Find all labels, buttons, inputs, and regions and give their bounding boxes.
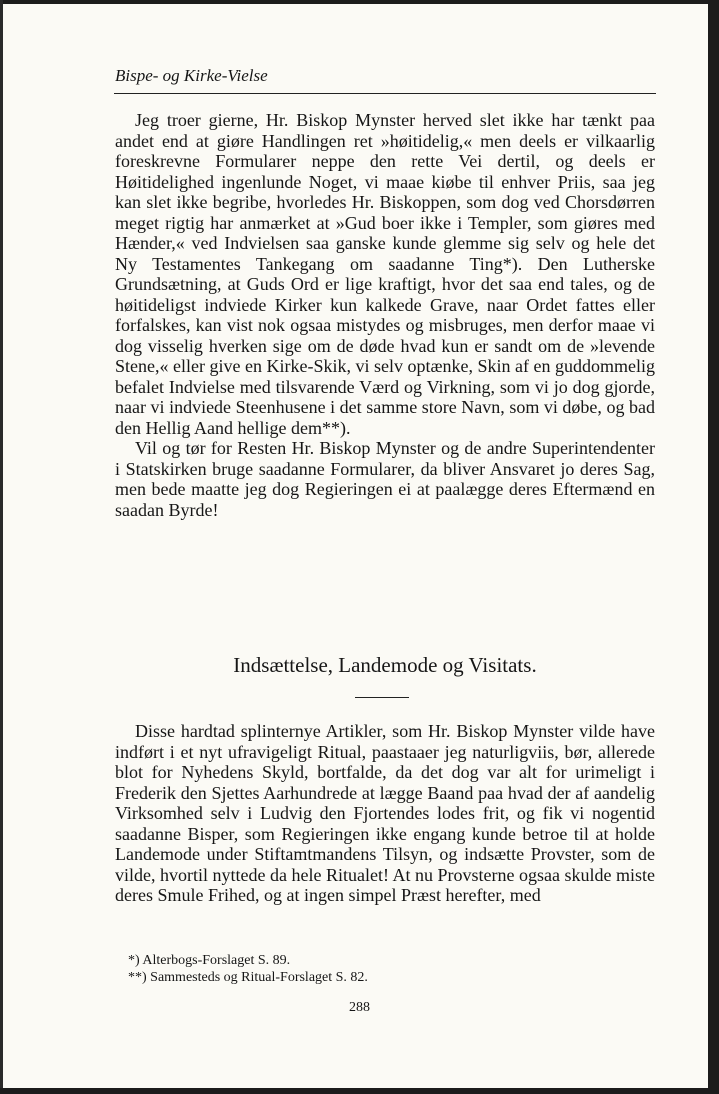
section-title: Indsættelse, Landemode og Visitats. [233, 653, 537, 677]
paragraph-2: Disse hardtad splinternye Artikler, som Hr. Biskop Mynster vilde have indført i et nyt ufravigeligt Ritual, paastaaer jeg naturligviis, bør, allerede blot for Nyhedens Skyld, bortfalde, da det dog var alt for urimeligt i Frederik den Sjettes Aarhundrede at lægge Baand paa hvad der af aandelig Virksomhed selv i Ludvig den Fjortendes lodes frit, og fik vi nogentid saadanne Bisper, som Regieringen ikke engang kunde betroe til at holde Landemode under Stiftamtmandens Tilsyn, og indsætte Provster, som de vilde, hvortil nyttede da hele Ritualet! At nu Provsterne ogsaa skulde miste deres Smule Frihed, og at ingen simpel Præst herefter, med [115, 721, 655, 905]
body-section-1 [115, 110, 655, 520]
section-title-rule [355, 697, 409, 698]
footnote-2: **) Sammesteds og Ritual-Forslaget S. 82. [128, 970, 368, 985]
running-head-rule [114, 93, 656, 94]
scan-edge-bottom [0, 1088, 719, 1094]
body-section-2 [115, 721, 655, 906]
scan-edge-right [708, 0, 719, 1094]
scan-edge-top [0, 0, 719, 4]
footnotes [128, 952, 628, 986]
paragraph-1b: Vil og tør for Resten Hr. Biskop Mynster og de andre Superintendenter i Statskirken bruge saadanne Formularer, da bliver Ansvaret jo deres Sag, men bede maatte jeg dog Regieringen ei at paalægge deres Eftermænd en saadan Byrde! [115, 438, 655, 520]
scan-edge-left [0, 0, 3, 1094]
footnote-1: *) Alterbogs-Forslaget S. 89. [128, 953, 291, 968]
running-head: Bispe- og Kirke-Vielse [115, 66, 268, 85]
page-number: 288 [349, 1000, 370, 1015]
paragraph-1: Jeg troer gierne, Hr. Biskop Mynster herved slet ikke har tænkt paa andet end at giøre Handlingen ret »høitidelig,« men deels er vilkaarlig foreskrevne Formularer neppe den rette Vei dertil, og deels er Høitidelighed ingenlunde Noget, vi maae kiøbe til enhver Priis, saa jeg kan slet ikke begribe, hvorledes Hr. Biskoppen, som dog ved Chorsdørren meget rigtig har anmærket at »Gud boer ikke i Templer, som giøres med Hænder,« ved Indvielsen saa ganske kunde glemme sig selv og hele det Ny Testamentes Tankegang om saadanne Ting*). Den Lutherske Grundsætning, at Guds Ord er lige kraftigt, hvor det saa end tales, og de høitideligst indviede Kirker kun kalkede Grave, naar Ordet fattes eller forfalskes, kan vist nok ogsaa mistydes og misbruges, men derfor maae vi dog visselig hverken sige om de døde hvad kun er sandt om de »levende Stene,« eller give en Kirke-Skik, vi selv optænke, Skin af en guddommelig befalet Indvielse med tilsvarende Værd og Virkning, som vi jo dog gjorde, naar vi indviede Steenhusene i det samme store Navn, som vi døbe, og bad den Hellig Aand hellige dem**). [115, 110, 655, 438]
